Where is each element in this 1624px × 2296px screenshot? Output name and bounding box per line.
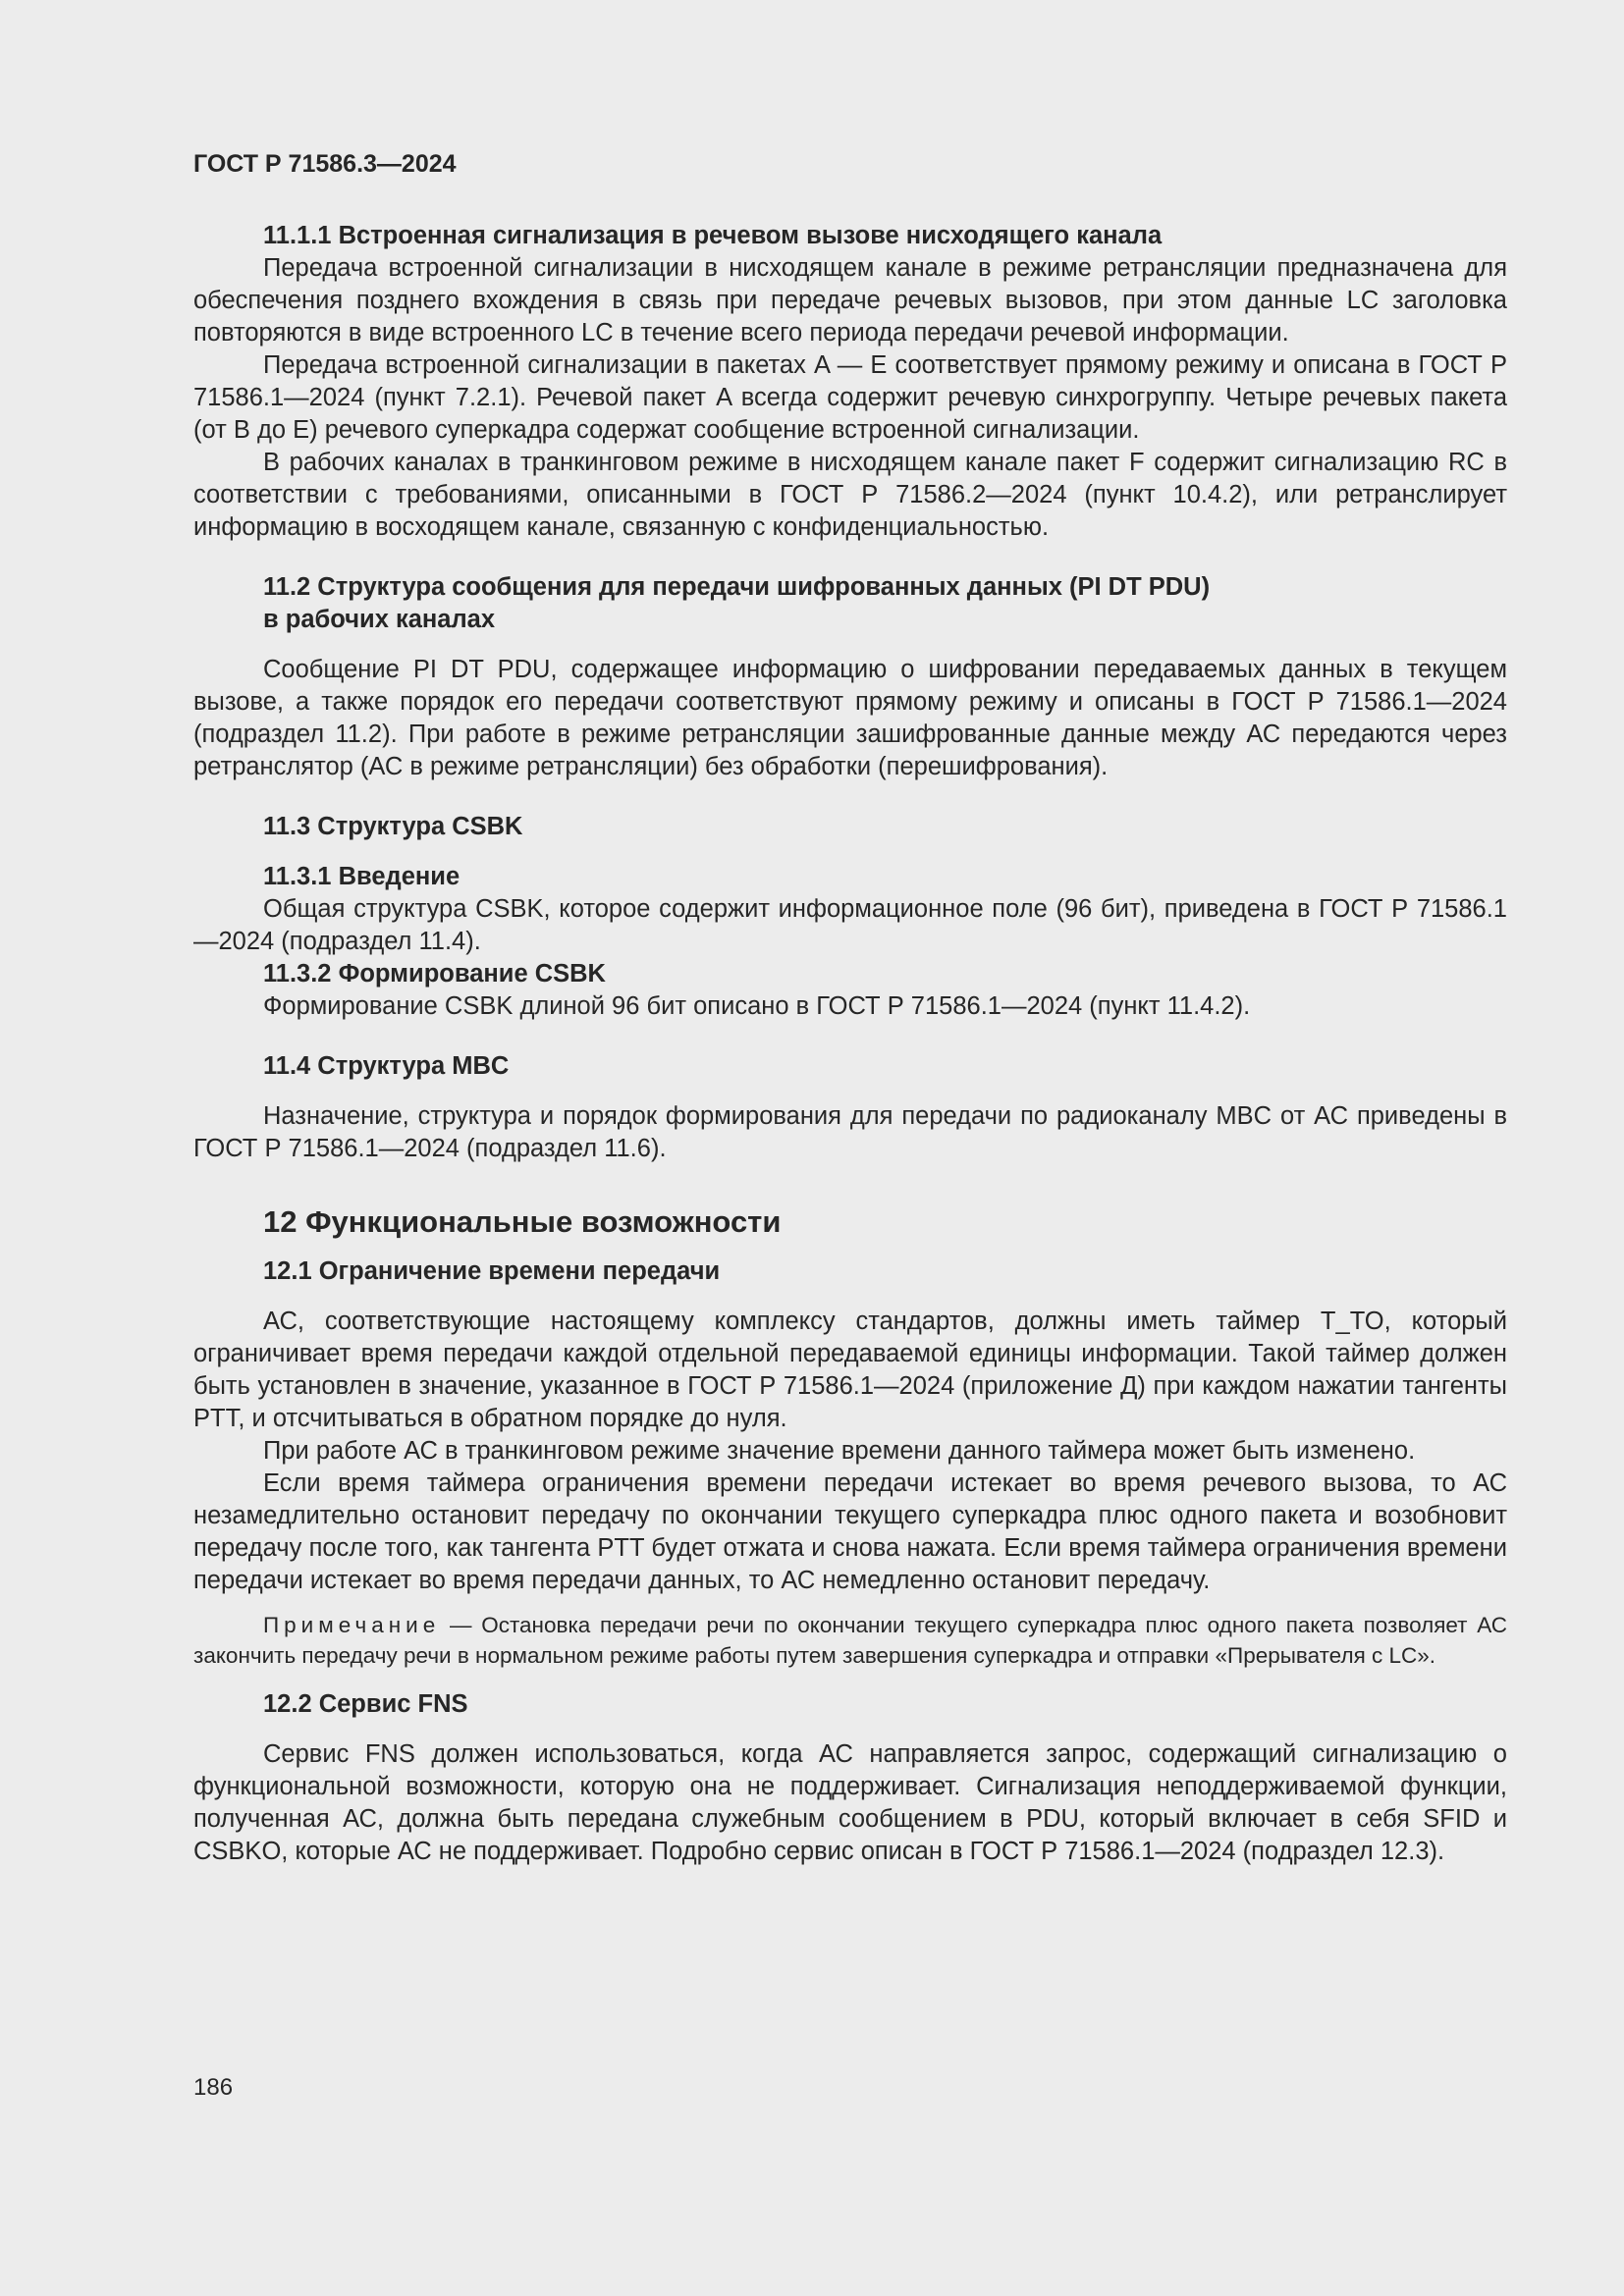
paragraph-11-3-1: Общая структура CSBK, которое содержит информационное поле (96 бит), приведена в ГОСТ Р 71586.1—2024 (подраздел 11.4). bbox=[193, 895, 1507, 955]
heading-11-3: 11.3 Структура CSBK bbox=[263, 813, 523, 840]
heading-12-2: 12.2 Сервис FNS bbox=[263, 1690, 468, 1718]
note-12-1 bbox=[193, 1611, 1507, 1671]
paragraph-11-1-1-b: Передача встроенной сигнализации в пакетах A — E соответствует прямому режиму и описана в ГОСТ Р 71586.1—2024 (пункт 7.2.1). Речевой пакет A всегда содержит речевую синхрогруппу. Четыре речевых пакета (от B до E) речевого суперкадра содержат сообщение встроенной сигнализации. bbox=[193, 351, 1507, 444]
heading-11-2-line2: в рабочих каналах bbox=[263, 606, 496, 633]
paragraph-11-2: Сообщение PI DT PDU, содержащее информацию о шифровании передаваемых данных в текущем вызове, а также порядок его передачи соответствуют прямому режиму и описаны в ГОСТ Р 71586.1—2024 (подраздел 11.2). При работе в режиме ретрансляции зашифрованные данные между АС передаются через ретранслятор (АС в режиме ретрансляции) без обработки (перешифрования). bbox=[193, 656, 1507, 780]
paragraph-12-1-c: Если время таймера ограничения времени передачи истекает во время речевого вызова, то АС незамедлительно остановит передачу по окончании текущего суперкадра плюс одного пакета и возобновит передачу после того, как тангента PTT будет отжата и снова нажата. Если время таймера ограничения времени передачи истекает во время передачи данных, то АС немедленно остановит передачу. bbox=[193, 1469, 1507, 1594]
paragraph-11-4: Назначение, структура и порядок формирования для передачи по радиоканалу MBC от АС приведены в ГОСТ Р 71586.1—2024 (подраздел 11.6). bbox=[193, 1102, 1507, 1162]
paragraph-11-1-1-a: Передача встроенной сигнализации в нисходящем канале в режиме ретрансляции предназначена для обеспечения позднего вхождения в связь при передаче речевых вызовов, при этом данные LC заголовка повторяются в виде встроенного LC в течение всего периода передачи речевой информации. bbox=[193, 254, 1507, 347]
heading-11-3-2: 11.3.2 Формирование CSBK bbox=[263, 960, 606, 988]
paragraph-12-1-a: АС, соответствующие настоящему комплексу стандартов, должны иметь таймер T_TO, который ограничивает время передачи каждой отдельной передаваемой единицы информации. Такой таймер должен быть установлен в значение, указанное в ГОСТ Р 71586.1—2024 (приложение Д) при каждом нажатии тангенты PTT, и отсчитываться в обратном порядке до нуля. bbox=[193, 1308, 1507, 1432]
document-page bbox=[193, 147, 1507, 1868]
heading-11-2 bbox=[193, 571, 1507, 636]
note-label: Примечание bbox=[263, 1613, 441, 1637]
document-header-code: ГОСТ Р 71586.3—2024 bbox=[193, 150, 457, 178]
heading-11-3-1: 11.3.1 Введение bbox=[263, 863, 460, 890]
heading-12-1: 12.1 Ограничение времени передачи bbox=[263, 1257, 721, 1285]
paragraph-12-2: Сервис FNS должен использоваться, когда АС направляется запрос, содержащий сигнализацию о функциональной возможности, которую она не поддерживает. Сигнализация неподдерживаемой функции, полученная АС, должна быть передана служебным сообщением в PDU, который включает в себя SFID и CSBKO, которые АС не поддерживает. Подробно сервис описан в ГОСТ Р 71586.1—2024 (подраздел 12.3). bbox=[193, 1740, 1507, 1865]
note-text: — Остановка передачи речи по окончании текущего суперкадра плюс одного пакета позволяет АС закончить передачу речи в нормальном режиме работы путем завершения суперкадра и отправки «Прерывателя с LC». bbox=[193, 1613, 1507, 1668]
heading-11-4: 11.4 Структура MBC bbox=[263, 1052, 510, 1080]
paragraph-11-1-1-c: В рабочих каналах в транкинговом режиме в нисходящем канале пакет F содержит сигнализацию RC в соответствии с требованиями, описанными в ГОСТ Р 71586.2—2024 (пункт 10.4.2), или ретранслирует информацию в восходящем канале, связанную с конфиденциальностью. bbox=[193, 449, 1507, 541]
page-number: 186 bbox=[193, 2074, 234, 2101]
paragraph-12-1-b: При работе АС в транкинговом режиме значение времени данного таймера может быть изменено. bbox=[263, 1437, 1416, 1465]
heading-11-1-1: 11.1.1 Встроенная сигнализация в речевом вызове нисходящего канала bbox=[263, 222, 1163, 249]
paragraph-11-3-2: Формирование CSBK длиной 96 бит описано в ГОСТ Р 71586.1—2024 (пункт 11.4.2). bbox=[263, 992, 1251, 1020]
heading-11-2-line1: 11.2 Структура сообщения для передачи шифрованных данных (PI DT PDU) bbox=[263, 573, 1211, 601]
heading-12: 12 Функциональные возможности bbox=[263, 1204, 782, 1239]
